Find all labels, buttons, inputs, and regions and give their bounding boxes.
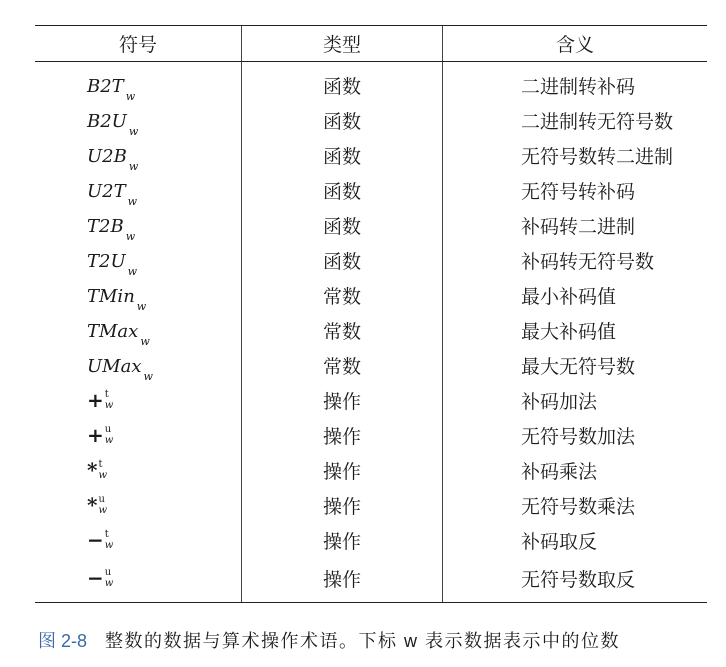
cell-symbol xyxy=(35,243,242,278)
table-row xyxy=(35,173,707,208)
table-row xyxy=(35,243,707,278)
cell-type: 操作 xyxy=(242,558,443,603)
operator-superscript: t xyxy=(104,529,109,540)
operator-scripts xyxy=(98,494,107,516)
symbol-subscript: w xyxy=(128,159,139,173)
cell-type: 函数 xyxy=(242,62,443,104)
cell-type: 函数 xyxy=(242,243,443,278)
cell-meaning: 无符号数加法 xyxy=(443,418,708,453)
table-body xyxy=(35,62,707,603)
operator-scripts xyxy=(105,529,114,551)
header-symbol: 符号 xyxy=(35,26,242,62)
cell-meaning: 二进制转无符号数 xyxy=(443,103,708,138)
operator-symbol xyxy=(87,459,107,481)
cell-meaning: 补码取反 xyxy=(443,523,708,558)
caption-text: 整数的数据与算术操作术语。下标 w 表示数据表示中的位数 xyxy=(105,631,621,651)
operator-superscript: u xyxy=(104,424,112,435)
cell-meaning: 无符号数取反 xyxy=(443,558,708,603)
operator-symbol xyxy=(87,389,113,411)
table-row xyxy=(35,383,707,418)
operator-symbol xyxy=(87,567,113,589)
operator-char: + xyxy=(87,423,104,447)
function-symbol xyxy=(87,180,138,208)
cell-meaning: 补码转二进制 xyxy=(443,208,708,243)
symbol-name: TMin xyxy=(87,285,135,307)
cell-type: 操作 xyxy=(242,453,443,488)
cell-meaning: 无符号数乘法 xyxy=(443,488,708,523)
figure-label: 图 2-8 xyxy=(38,631,88,651)
table-row xyxy=(35,62,707,104)
operator-symbol xyxy=(87,424,113,446)
cell-symbol xyxy=(35,383,242,418)
symbol-name: UMax xyxy=(87,355,142,377)
symbol-name: U2B xyxy=(87,145,127,167)
function-symbol xyxy=(87,320,150,348)
cell-meaning: 无符号转补码 xyxy=(443,173,708,208)
operator-scripts xyxy=(98,459,107,481)
cell-type: 常数 xyxy=(242,348,443,383)
operator-symbol xyxy=(87,494,107,516)
table-row xyxy=(35,523,707,558)
function-symbol xyxy=(87,285,147,313)
cell-meaning: 最小补码值 xyxy=(443,278,708,313)
cell-meaning: 最大补码值 xyxy=(443,313,708,348)
symbol-name: T2U xyxy=(87,250,126,272)
table-row xyxy=(35,453,707,488)
function-symbol xyxy=(87,75,136,103)
cell-type: 操作 xyxy=(242,523,443,558)
table-header-row xyxy=(35,26,707,62)
symbol-subscript: w xyxy=(128,124,139,138)
operator-char: * xyxy=(87,458,98,482)
cell-symbol xyxy=(35,418,242,453)
operator-subscript: w xyxy=(104,435,114,446)
operator-symbol xyxy=(87,529,113,551)
function-symbol xyxy=(87,145,139,173)
symbol-subscript: w xyxy=(136,299,147,313)
operator-scripts xyxy=(105,567,114,589)
operator-subscript: w xyxy=(104,400,114,411)
table-row xyxy=(35,488,707,523)
cell-type: 函数 xyxy=(242,103,443,138)
cell-symbol xyxy=(35,62,242,104)
cell-type: 常数 xyxy=(242,278,443,313)
symbol-name: B2T xyxy=(87,75,124,97)
header-type: 类型 xyxy=(242,26,443,62)
cell-type: 函数 xyxy=(242,138,443,173)
symbol-subscript: w xyxy=(127,194,138,208)
symbol-name: U2T xyxy=(87,180,126,202)
operator-char: * xyxy=(87,493,98,517)
cell-meaning: 最大无符号数 xyxy=(443,348,708,383)
table-row xyxy=(35,348,707,383)
cell-meaning: 补码加法 xyxy=(443,383,708,418)
cell-type: 操作 xyxy=(242,383,443,418)
table-row xyxy=(35,138,707,173)
table-row xyxy=(35,558,707,603)
symbol-name: T2B xyxy=(87,215,124,237)
operator-scripts xyxy=(105,389,114,411)
cell-symbol xyxy=(35,208,242,243)
function-symbol xyxy=(87,250,138,278)
cell-meaning: 二进制转补码 xyxy=(443,62,708,104)
cell-type: 常数 xyxy=(242,313,443,348)
cell-type: 函数 xyxy=(242,208,443,243)
operator-subscript: w xyxy=(98,470,108,481)
cell-symbol xyxy=(35,278,242,313)
operator-superscript: t xyxy=(98,459,103,470)
table-row xyxy=(35,208,707,243)
operator-scripts xyxy=(105,424,114,446)
table-row xyxy=(35,313,707,348)
cell-type: 操作 xyxy=(242,418,443,453)
cell-symbol xyxy=(35,453,242,488)
symbol-subscript: w xyxy=(143,369,153,383)
cell-type: 函数 xyxy=(242,173,443,208)
symbol-name: TMax xyxy=(87,320,139,342)
cell-symbol xyxy=(35,523,242,558)
table-row xyxy=(35,418,707,453)
table-row xyxy=(35,278,707,313)
symbol-subscript: w xyxy=(125,89,136,103)
operator-superscript: u xyxy=(104,566,112,578)
cell-type: 操作 xyxy=(242,488,443,523)
cell-meaning: 补码转无符号数 xyxy=(443,243,708,278)
operator-char: − xyxy=(87,565,104,590)
terminology-table xyxy=(35,25,707,603)
function-symbol xyxy=(87,215,136,243)
cell-symbol xyxy=(35,173,242,208)
operator-superscript: t xyxy=(104,389,109,400)
operator-subscript: w xyxy=(104,540,114,551)
header-meaning: 含义 xyxy=(443,26,708,62)
operator-char: − xyxy=(87,528,104,552)
symbol-subscript: w xyxy=(140,334,150,348)
function-symbol xyxy=(87,110,139,138)
operator-char: + xyxy=(87,388,104,412)
cell-symbol xyxy=(35,348,242,383)
cell-symbol xyxy=(35,313,242,348)
cell-symbol xyxy=(35,138,242,173)
symbol-name: B2U xyxy=(87,110,127,132)
cell-symbol xyxy=(35,558,242,603)
cell-symbol xyxy=(35,103,242,138)
figure-caption xyxy=(38,627,620,653)
cell-meaning: 无符号数转二进制 xyxy=(443,138,708,173)
symbol-subscript: w xyxy=(125,229,136,243)
operator-subscript: w xyxy=(98,505,108,516)
operator-subscript: w xyxy=(104,577,114,589)
cell-meaning: 补码乘法 xyxy=(443,453,708,488)
table-row xyxy=(35,103,707,138)
cell-symbol xyxy=(35,488,242,523)
operator-superscript: u xyxy=(98,494,105,505)
symbol-subscript: w xyxy=(127,264,138,278)
function-symbol xyxy=(87,355,153,383)
